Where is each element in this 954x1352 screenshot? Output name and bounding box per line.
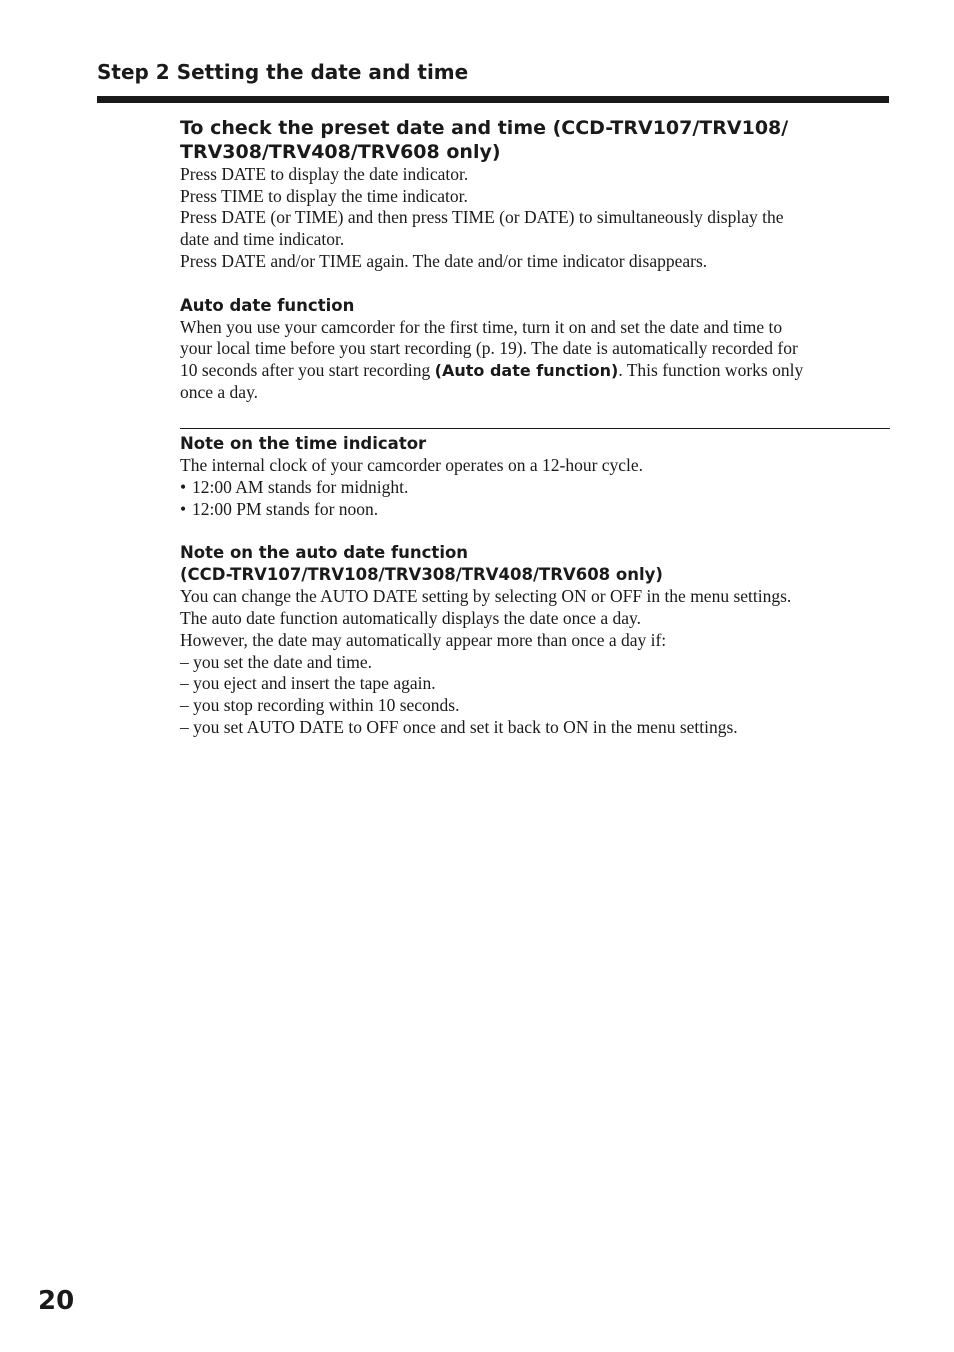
body-line: When you use your camcorder for the first time, turn it on and set the date and time to xyxy=(180,316,783,337)
note-auto-heading-line-2: (CCD-TRV107/TRV108/TRV308/TRV408/TRV608 only) xyxy=(180,565,663,585)
body-line-mixed xyxy=(180,360,890,382)
body-line: However, the date may automatically appear more than once a day if: xyxy=(180,629,667,650)
text-run: . This function works only xyxy=(618,359,804,380)
bullet-icon: • xyxy=(180,477,187,498)
dash-item: – you set the date and time. xyxy=(180,651,372,672)
main-content xyxy=(180,116,890,738)
bullet-item xyxy=(180,477,890,499)
dash-item: – you eject and insert the tape again. xyxy=(180,673,436,694)
body-line: your local time before you start recording (p. 19). The date is automatically recorded for xyxy=(180,338,798,359)
spacer xyxy=(180,273,890,295)
page-number: 20 xyxy=(38,1286,75,1316)
dash-item: – you stop recording within 10 seconds. xyxy=(180,694,460,715)
bullet-text: 12:00 AM stands for midnight. xyxy=(192,477,409,498)
body-line: The internal clock of your camcorder operates on a 12-hour cycle. xyxy=(180,455,644,476)
body-line: Press DATE to display the date indicator. xyxy=(180,164,469,184)
note-time-heading: Note on the time indicator xyxy=(180,434,427,454)
notes-divider xyxy=(180,428,890,429)
bullet-icon: • xyxy=(180,498,187,519)
bullet-text: 12:00 PM stands for noon. xyxy=(192,498,379,519)
body-line: Press TIME to display the time indicator. xyxy=(180,185,468,206)
body-line: Press DATE (or TIME) and then press TIME (or DATE) to simultaneously display the xyxy=(180,207,784,228)
spacer xyxy=(180,520,890,542)
header-rule xyxy=(97,96,889,103)
note-time-section xyxy=(180,433,890,520)
running-head: Step 2 Setting the date and time xyxy=(97,60,469,84)
body-line: The auto date function automatically displays the date once a day. xyxy=(180,608,641,629)
bold-term: (Auto date function) xyxy=(434,360,619,380)
body-line: once a day. xyxy=(180,381,259,402)
section-title-line-2: TRV308/TRV408/TRV608 only) xyxy=(180,141,501,163)
dash-item: – you set AUTO DATE to OFF once and set it back to ON in the menu settings. xyxy=(180,716,738,737)
auto-date-section xyxy=(180,295,890,404)
text-run: 10 seconds after you start recording xyxy=(180,359,435,380)
note-auto-heading-line-1: Note on the auto date function xyxy=(180,543,469,563)
body-line: date and time indicator. xyxy=(180,229,345,250)
section-title-line-1: To check the preset date and time (CCD-TRV107/TRV108/ xyxy=(180,117,789,139)
body-line: You can change the AUTO DATE setting by selecting ON or OFF in the menu settings. xyxy=(180,586,792,607)
body-line: Press DATE and/or TIME again. The date and/or time indicator disappears. xyxy=(180,250,708,271)
check-section xyxy=(180,116,890,273)
bullet-item xyxy=(180,499,890,521)
spacer xyxy=(180,403,890,428)
auto-date-heading: Auto date function xyxy=(180,295,355,315)
note-auto-section xyxy=(180,542,890,738)
